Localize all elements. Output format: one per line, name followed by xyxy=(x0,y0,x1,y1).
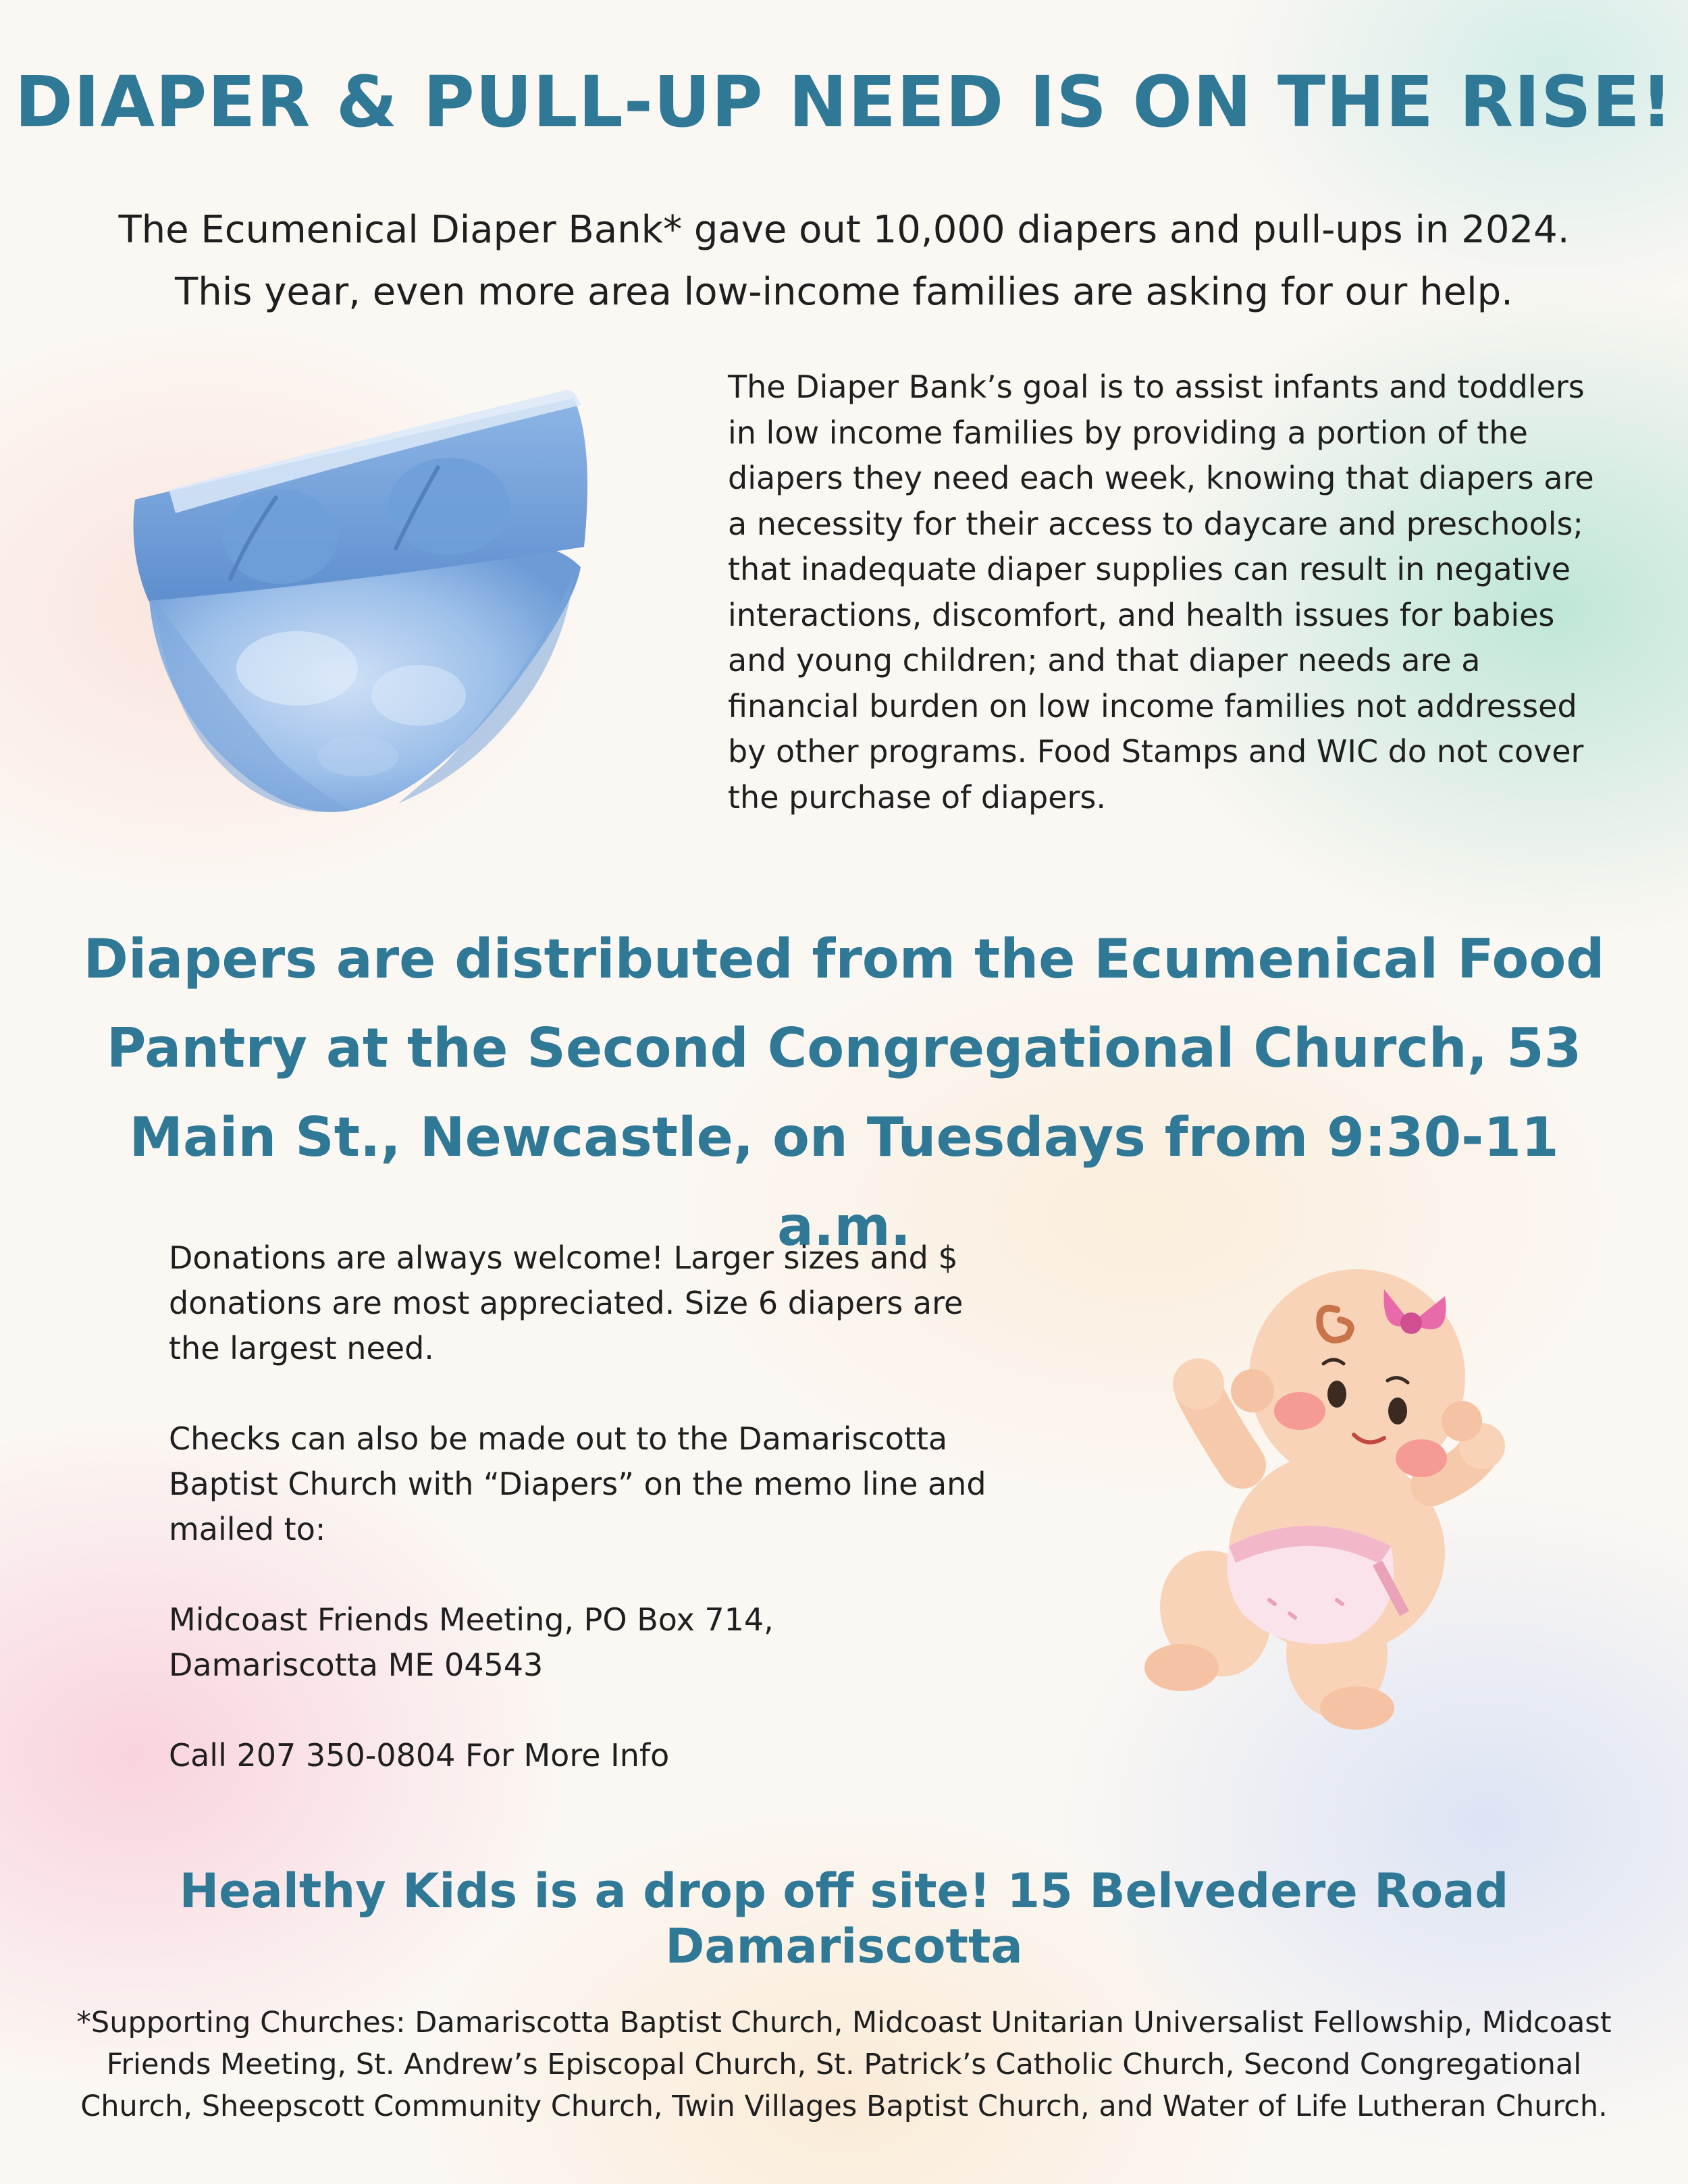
address-line-2: Damariscotta ME 04543 xyxy=(169,1647,544,1683)
distribution-line-1: Diapers are distributed from the Ecumenical Food xyxy=(83,928,1605,990)
intro-text xyxy=(0,199,1688,323)
page-headline: DIAPER & PULL-UP NEED IS ON THE RISE! xyxy=(14,61,1674,143)
checks-paragraph: Checks can also be made out to the Damariscotta Baptist Church with “Diapers” on the memo line and mailed to: xyxy=(169,1420,986,1547)
goal-paragraph: The Diaper Bank’s goal is to assist infants and toddlers in low income families by providing a portion of the diapers they need each week, knowing that diapers are a necessity for their access to daycare and preschools; that inadequate diaper supplies can result in negative interactions, discomfort, and health issues for babies and young children; and that diaper needs are a financial burden on low income families not addressed by other programs. Food Stamps and WIC do not cover the purchase of diapers. xyxy=(728,369,1594,816)
supporting-churches: *Supporting Churches: Damariscotta Baptist Church, Midcoast Unitarian Universalist Fellowship, Midcoast Friends Meeting, St. Andrew’s Episcopal Church, St. Patrick’s Catholic Church, Second Congregational Church, Sheepscott Community Church, Twin Villages Baptist Church, and Water of Life Lutheran Church. xyxy=(76,2006,1612,2123)
blue-diaper-illustration xyxy=(128,378,601,837)
call-info: Call 207 350-0804 For More Info xyxy=(169,1737,670,1774)
distribution-line-3: Main St., Newcastle, on Tuesdays from 9:30-11 a.m. xyxy=(129,1106,1559,1258)
address-line-1: Midcoast Friends Meeting, PO Box 714, xyxy=(169,1601,774,1638)
mailing-address xyxy=(169,1597,1013,1688)
intro-line-1: The Ecumenical Diaper Bank* gave out 10,000 diapers and pull-ups in 2024. xyxy=(118,208,1570,252)
donations-section xyxy=(169,1235,1013,1823)
distribution-line-2: Pantry at the Second Congregational Church, 53 xyxy=(106,1017,1582,1080)
intro-line-2: This year, even more area low-income families are asking for our help. xyxy=(175,270,1513,314)
dropoff-site: Healthy Kids is a drop off site! 15 Belvedere Road Damariscotta xyxy=(179,1863,1509,1974)
distribution-info xyxy=(81,915,1607,1271)
baby-illustration xyxy=(1134,1262,1566,1735)
donations-paragraph: Donations are always welcome! Larger sizes and $ donations are most appreciated. Size 6 diapers are the largest need. xyxy=(169,1240,964,1366)
